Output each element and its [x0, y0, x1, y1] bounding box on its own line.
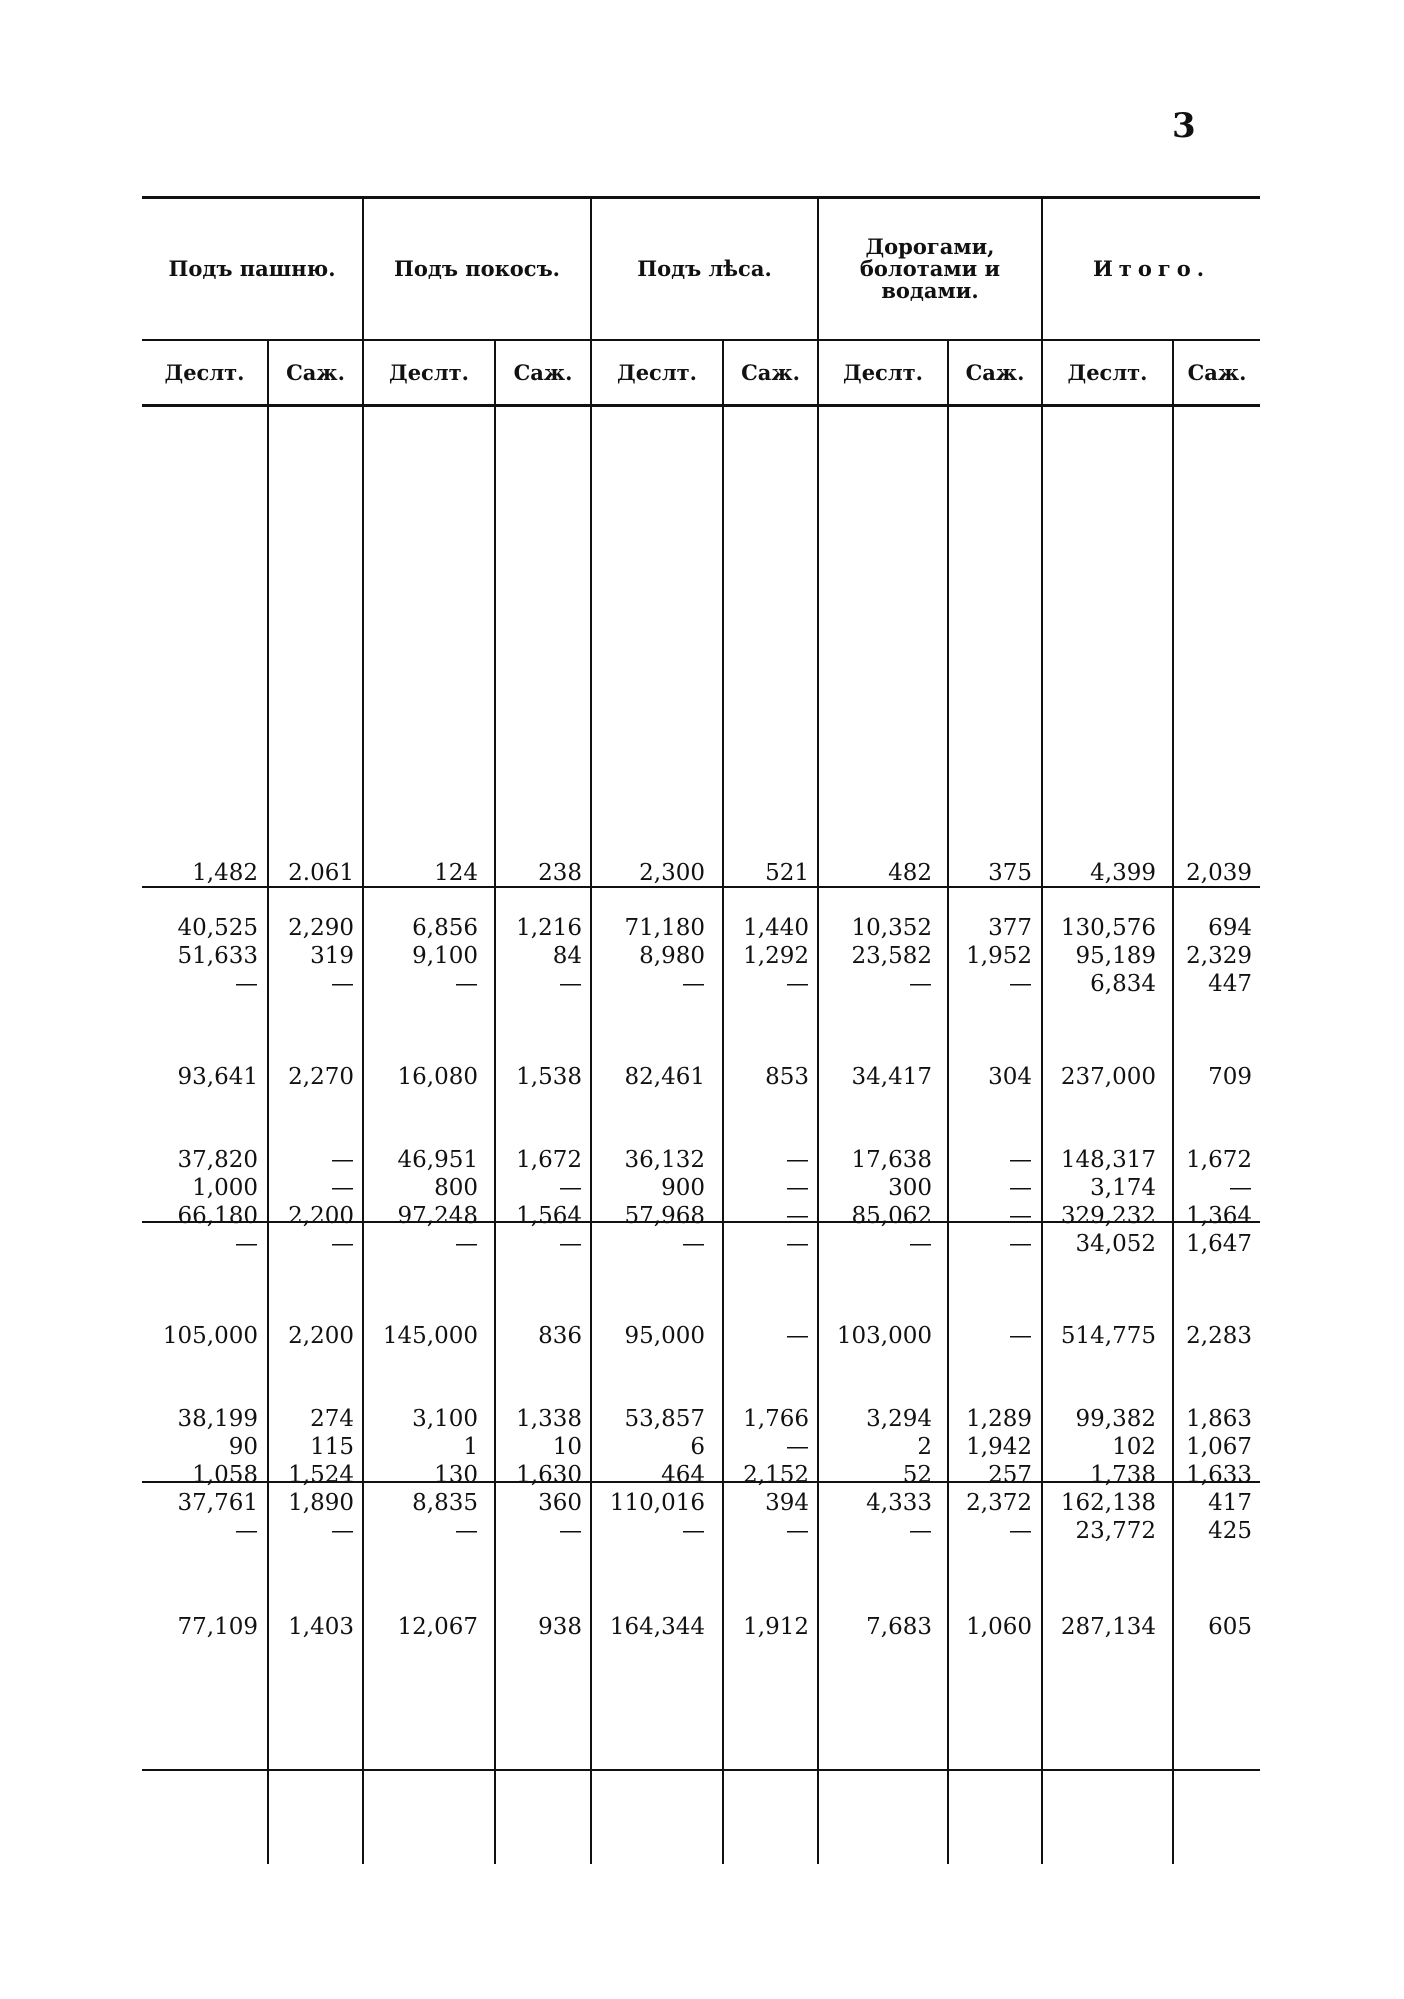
table-cell: 1,364: [1186, 1203, 1252, 1229]
table-cell: —: [909, 1231, 932, 1257]
table-cell: —: [1009, 1203, 1032, 1229]
table-cell: 95,189: [1075, 943, 1156, 969]
table-cell: —: [786, 1434, 809, 1460]
table-cell: 34,052: [1075, 1231, 1156, 1257]
subheader-sazheni: Саж.: [741, 360, 800, 385]
table-cell: 2,152: [743, 1462, 809, 1488]
header-roads-swamps-waters: Дорогами, болотами и водами.: [859, 234, 1001, 303]
table-cell: 853: [765, 1064, 809, 1090]
subheader-sazheni: Саж.: [513, 360, 573, 385]
table-cell: 287,134: [1060, 1614, 1156, 1640]
table-cell: 425: [1208, 1518, 1252, 1544]
table-cell: 110,016: [609, 1490, 705, 1516]
table-cell: 2,200: [288, 1203, 354, 1229]
table-cell: 2,300: [639, 860, 705, 886]
table-cell: —: [682, 1518, 705, 1544]
table-cell: 1,863: [1186, 1406, 1252, 1432]
table-cell: 6,834: [1090, 971, 1156, 997]
table-cell: —: [331, 1518, 354, 1544]
page-number: 3: [1172, 106, 1196, 146]
header-arable: Подъ пашню.: [168, 256, 336, 281]
table-cell: 709: [1208, 1064, 1252, 1090]
table-cell: 46,951: [397, 1147, 478, 1173]
table-cell: 1,482: [192, 860, 258, 886]
subheader-desiatiny: Деслт.: [843, 360, 923, 385]
table-cell: —: [235, 1231, 258, 1257]
table-cell: 1,766: [743, 1406, 809, 1432]
table-cell: 1,890: [288, 1490, 354, 1516]
table-cell: 3,174: [1090, 1175, 1156, 1201]
table-cell: —: [1009, 1147, 1032, 1173]
table-cell: 1,067: [1186, 1434, 1252, 1460]
table-cell: 16,080: [397, 1064, 478, 1090]
table-cell: 99,382: [1075, 1406, 1156, 1432]
table-cell: 8,835: [412, 1490, 478, 1516]
table-cell: 148,317: [1060, 1147, 1156, 1173]
table-cell: 274: [310, 1406, 354, 1432]
table-cell: 900: [661, 1175, 705, 1201]
table-cell: —: [559, 1518, 582, 1544]
section-divider: [142, 1769, 1260, 1771]
table-cell: 1,912: [743, 1614, 809, 1640]
table-cell: 130: [434, 1462, 478, 1488]
table-cell: 2,200: [288, 1323, 354, 1349]
statistics-table: [142, 196, 1260, 1864]
table-cell: 1,524: [288, 1462, 354, 1488]
table-cell: 377: [988, 915, 1032, 941]
table-cell: 938: [538, 1614, 582, 1640]
table-cell: 447: [1208, 971, 1252, 997]
table-cell: —: [331, 1231, 354, 1257]
table-cell: 23,772: [1075, 1518, 1156, 1544]
table-cell: 90: [228, 1434, 258, 1460]
table-cell: 375: [988, 860, 1032, 886]
table-cell: —: [682, 971, 705, 997]
table-cell: 7,683: [866, 1614, 932, 1640]
table-cell: —: [1009, 971, 1032, 997]
table-cell: 319: [310, 943, 354, 969]
table-cell: —: [1009, 1518, 1032, 1544]
subheader-desiatiny: Деслт.: [1067, 360, 1148, 385]
table-cell: 164,344: [609, 1614, 705, 1640]
table-cell: —: [455, 971, 478, 997]
table-cell: 1,672: [1186, 1147, 1252, 1173]
table-cell: 1,952: [966, 943, 1032, 969]
table-cell: 2,039: [1186, 860, 1252, 886]
table-cell: 40,525: [177, 915, 258, 941]
table-cell: —: [786, 1231, 809, 1257]
table-cell: —: [909, 971, 932, 997]
table-cell: 1,647: [1186, 1231, 1252, 1257]
table-cell: 93,641: [177, 1064, 258, 1090]
table-cell: 37,761: [177, 1490, 258, 1516]
table-cell: 77,109: [177, 1614, 258, 1640]
table-cell: 238: [538, 860, 582, 886]
table-cell: 2: [917, 1434, 932, 1460]
table-cell: 464: [661, 1462, 705, 1488]
table-cell: 38,199: [177, 1406, 258, 1432]
table-cell: —: [786, 1175, 809, 1201]
header-total: Итого.: [1092, 256, 1211, 281]
table-cell: —: [786, 1323, 809, 1349]
table-cell: 2,270: [288, 1064, 354, 1090]
table-cell: 1,403: [288, 1614, 354, 1640]
table-cell: —: [786, 971, 809, 997]
table-cell: 162,138: [1060, 1490, 1156, 1516]
table-cell: 605: [1208, 1614, 1252, 1640]
subheader-desiatiny: Деслт.: [164, 360, 245, 385]
table-cell: 12,067: [397, 1614, 478, 1640]
table-cell: 34,417: [851, 1064, 932, 1090]
table-cell: 115: [310, 1434, 354, 1460]
table-cell: —: [235, 971, 258, 997]
table-cell: 800: [434, 1175, 478, 1201]
table-cell: 145,000: [382, 1323, 478, 1349]
table-cell: 360: [538, 1490, 582, 1516]
table-cell: 836: [538, 1323, 582, 1349]
table-cell: 51,633: [177, 943, 258, 969]
table-cell: 1,630: [516, 1462, 582, 1488]
table-cell: 57,968: [624, 1203, 705, 1229]
table-cell: —: [909, 1518, 932, 1544]
subheader-divider: [142, 404, 1260, 407]
table-cell: 71,180: [624, 915, 705, 941]
header-hayfield: Подъ покосъ.: [393, 256, 560, 281]
table-cell: 1,440: [743, 915, 809, 941]
table-cell: 6,856: [412, 915, 478, 941]
table-cell: —: [559, 1175, 582, 1201]
table-cell: 694: [1208, 915, 1252, 941]
table-cell: 2.061: [288, 860, 354, 886]
table-cell: 1,292: [743, 943, 809, 969]
table-cell: —: [559, 971, 582, 997]
table-cell: 17,638: [851, 1147, 932, 1173]
table-cell: 521: [765, 860, 809, 886]
table-cell: 3,294: [866, 1406, 932, 1432]
table-cell: 105,000: [162, 1323, 258, 1349]
table-cell: 53,857: [624, 1406, 705, 1432]
table-cell: 10: [552, 1434, 582, 1460]
table-cell: 257: [988, 1462, 1032, 1488]
table-cell: 97,248: [397, 1203, 478, 1229]
table-cell: 3,100: [412, 1406, 478, 1432]
table-cell: 23,582: [851, 943, 932, 969]
table-cell: —: [786, 1518, 809, 1544]
table-cell: 1,338: [516, 1406, 582, 1432]
table-cell: —: [682, 1231, 705, 1257]
table-cell: 1: [463, 1434, 478, 1460]
table-cell: 85,062: [851, 1203, 932, 1229]
subheader-sazheni: Саж.: [286, 360, 345, 385]
table-cell: 1,564: [516, 1203, 582, 1229]
table-cell: —: [786, 1147, 809, 1173]
table-cell: 1,058: [192, 1462, 258, 1488]
table-cell: 36,132: [624, 1147, 705, 1173]
table-cell: 237,000: [1060, 1064, 1156, 1090]
table-cell: 1,738: [1090, 1462, 1156, 1488]
table-cell: 124: [434, 860, 478, 886]
table-cell: —: [331, 971, 354, 997]
table-cell: 82,461: [624, 1064, 705, 1090]
table-cell: 2,283: [1186, 1323, 1252, 1349]
table-cell: 10,352: [851, 915, 932, 941]
table-cell: 130,576: [1060, 915, 1156, 941]
table-cell: —: [331, 1147, 354, 1173]
table-cell: 1,060: [966, 1614, 1032, 1640]
table-cell: —: [235, 1518, 258, 1544]
table-cell: 1,942: [966, 1434, 1032, 1460]
table-cell: —: [1229, 1175, 1252, 1201]
table-cell: —: [331, 1175, 354, 1201]
table-cell: 1,216: [516, 915, 582, 941]
subheader-sazheni: Саж.: [965, 360, 1025, 385]
table-cell: —: [1009, 1175, 1032, 1201]
table-cell: 4,399: [1090, 860, 1156, 886]
table-cell: 2,329: [1186, 943, 1252, 969]
table-cell: —: [455, 1231, 478, 1257]
table-cell: 1,633: [1186, 1462, 1252, 1488]
table-cell: 37,820: [177, 1147, 258, 1173]
header-forest: Подъ лѣса.: [637, 256, 772, 281]
subheader-desiatiny: Деслт.: [617, 360, 697, 385]
table-cell: 304: [988, 1064, 1032, 1090]
table-cell: 417: [1208, 1490, 1252, 1516]
table-cell: 1,289: [966, 1406, 1032, 1432]
table-cell: —: [1009, 1323, 1032, 1349]
table-cell: —: [786, 1203, 809, 1229]
table-cell: 2,290: [288, 915, 354, 941]
table-cell: 329,232: [1060, 1203, 1156, 1229]
table-cell: 52: [902, 1462, 932, 1488]
table-cell: 84: [552, 943, 582, 969]
table-cell: 102: [1112, 1434, 1156, 1460]
subheader-desiatiny: Деслт.: [389, 360, 469, 385]
table-cell: 1,672: [516, 1147, 582, 1173]
table-cell: 103,000: [836, 1323, 932, 1349]
table-cell: 514,775: [1060, 1323, 1156, 1349]
table-cell: 482: [888, 860, 932, 886]
table-cell: —: [455, 1518, 478, 1544]
table-cell: 66,180: [177, 1203, 258, 1229]
table-cell: 8,980: [639, 943, 705, 969]
table-cell: —: [559, 1231, 582, 1257]
table-cell: 95,000: [624, 1323, 705, 1349]
table-cell: 4,333: [866, 1490, 932, 1516]
table-cell: 9,100: [412, 943, 478, 969]
table-cell: 2,372: [966, 1490, 1032, 1516]
table-cell: 1,000: [192, 1175, 258, 1201]
table-cell: 300: [888, 1175, 932, 1201]
table-cell: 394: [765, 1490, 809, 1516]
table-cell: 6: [690, 1434, 705, 1460]
table-cell: —: [1009, 1231, 1032, 1257]
table-cell: 1,538: [516, 1064, 582, 1090]
subheader-sazheni: Саж.: [1187, 360, 1247, 385]
